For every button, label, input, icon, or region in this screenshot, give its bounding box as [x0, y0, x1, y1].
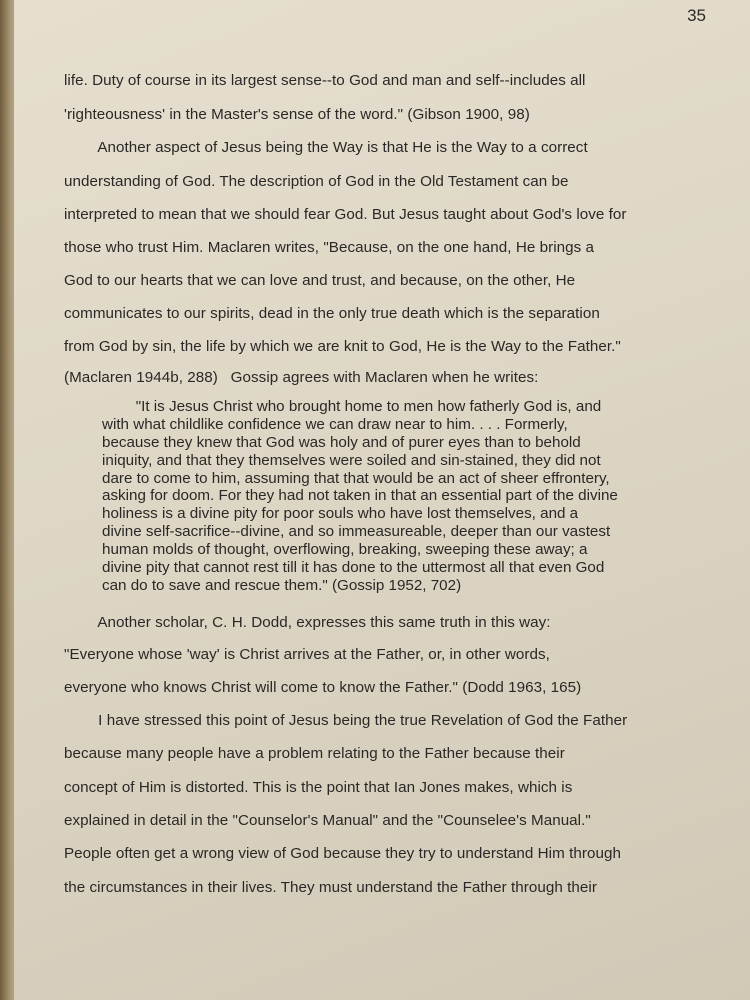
text-line: because many people have a problem relating to the Father because their — [64, 745, 565, 762]
text-line: life. Duty of course in its largest sense--to God and man and self--includes all — [64, 72, 586, 89]
text-line: those who trust Him. Maclaren writes, "Because, on the one hand, He brings a — [64, 239, 595, 256]
quote-line: iniquity, and that they themselves were soiled and sin-stained, they did not — [102, 451, 601, 469]
quote-line: with what childlike confidence we can draw near to him. . . . Formerly, — [102, 415, 568, 433]
quote-line: holiness is a divine pity for poor souls who have lost themselves, and a — [102, 505, 579, 523]
text-line: understanding of God. The description of God in the Old Testament can be — [64, 173, 569, 190]
quote-line: "It is Jesus Christ who brought home to men how fatherly God is, and — [102, 398, 602, 415]
text-line: from God by sin, the life by which we are knit to God, He is the Way to the Father." — [64, 338, 621, 355]
quote-line: can do to save and rescue them." (Gossip 1952, 702) — [102, 576, 462, 594]
page-number: 35 — [687, 6, 706, 25]
text-line: I have stressed this point of Jesus being the true Revelation of God the Father — [64, 712, 628, 729]
text-line: concept of Him is distorted. This is the point that Ian Jones makes, which is — [64, 779, 573, 796]
text-line: communicates to our spirits, dead in the only true death which is the separation — [64, 305, 600, 322]
text-line: "Everyone whose 'way' is Christ arrives at the Father, or, in other words, — [64, 646, 550, 663]
text-line: explained in detail in the "Counselor's Manual" and the "Counselee's Manual." — [64, 812, 591, 829]
quote-line: divine self-sacrifice--divine, and so immeasureable, deeper than our vastest — [102, 523, 611, 541]
text-line: People often get a wrong view of God because they try to understand Him through — [64, 845, 621, 862]
quote-line: asking for doom. For they had not taken in that an essential part of the divine — [102, 487, 618, 505]
text-line: 'righteousness' in the Master's sense of the word." (Gibson 1900, 98) — [64, 106, 530, 123]
text-line: the circumstances in their lives. They must understand the Father through their — [64, 879, 597, 896]
block-quote — [102, 398, 742, 595]
text-line: (Maclaren 1944b, 288) Gossip agrees with Maclaren when he writes: — [64, 369, 539, 386]
quote-line: dare to come to him, assuming that that would be an act of sheer effrontery, — [102, 469, 610, 487]
text-line: interpreted to mean that we should fear God. But Jesus taught about God's love for — [64, 206, 627, 223]
quote-line: because they knew that God was holy and of purer eyes than to behold — [102, 433, 581, 451]
text-line: Another aspect of Jesus being the Way is that He is the Way to a correct — [64, 139, 588, 156]
book-page — [14, 0, 750, 1000]
text-line: everyone who knows Christ will come to know the Father." (Dodd 1963, 165) — [64, 679, 582, 696]
quote-line: human molds of thought, overflowing, breaking, sweeping these away; a — [102, 541, 588, 559]
text-line: Another scholar, C. H. Dodd, expresses this same truth in this way: — [64, 614, 551, 631]
quote-line: divine pity that cannot rest till it has done to the uttermost all that even God — [102, 559, 605, 577]
text-line: God to our hearts that we can love and trust, and because, on the other, He — [64, 272, 576, 289]
